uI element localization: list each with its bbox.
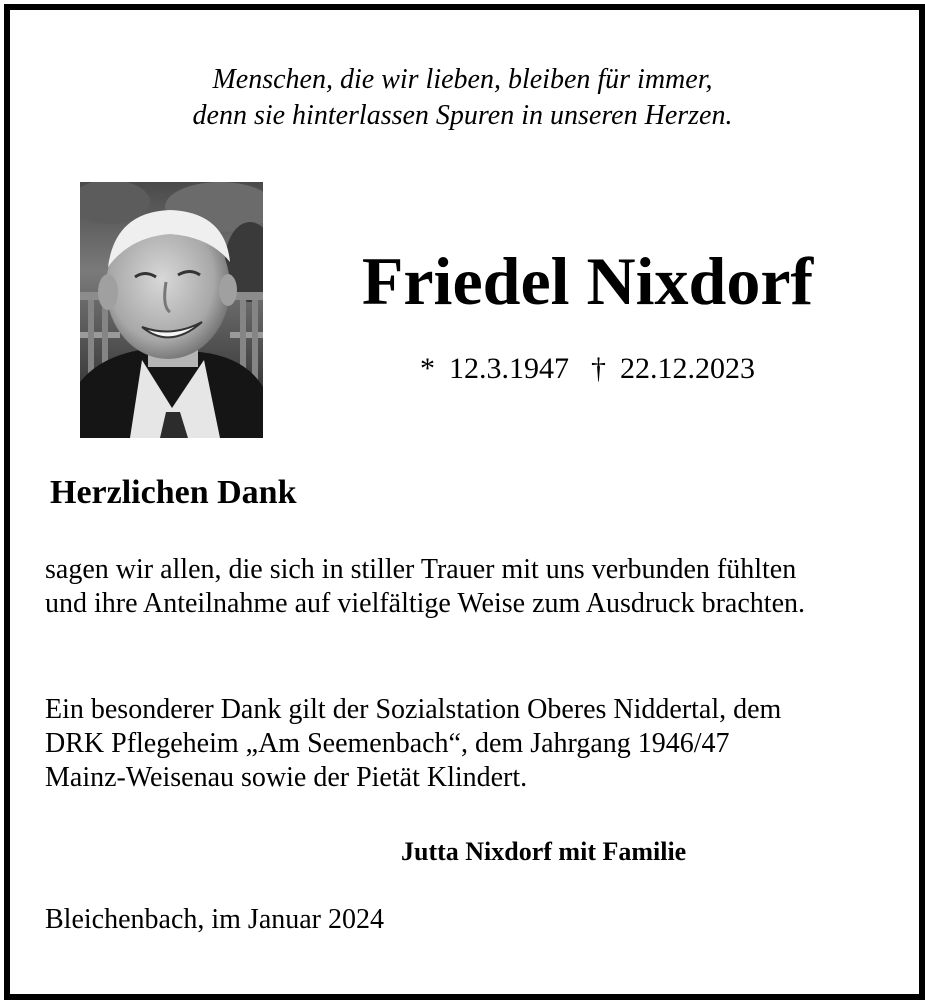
portrait-photo: [80, 182, 263, 438]
thanks-paragraph-2: [45, 693, 781, 795]
paragraph-1-line-1: sagen wir allen, die sich in stiller Trauer mit uns verbunden fühlten: [45, 554, 797, 585]
motto-line-2: denn sie hinterlassen Spuren in unseren Herzen.: [192, 100, 733, 131]
thanks-heading: Herzlichen Dank: [50, 474, 297, 511]
motto-line-1: Menschen, die wir lieben, bleiben für immer,: [212, 64, 713, 95]
family-signature: Jutta Nixdorf mit Familie: [401, 837, 687, 866]
motto-quote: [0, 62, 925, 134]
place-and-date: Bleichenbach, im Januar 2024: [45, 904, 385, 935]
paragraph-1-line-2: und ihre Anteilnahme auf vielfältige Weise zum Ausdruck brachten.: [45, 588, 805, 619]
birth-symbol: *: [420, 352, 435, 385]
thanks-paragraph-1: [45, 553, 805, 621]
life-dates: [330, 350, 845, 388]
deceased-name: Friedel Nixdorf: [361, 243, 814, 319]
paragraph-2-line-1: Ein besonderer Dank gilt der Sozialstation Oberes Niddertal, dem: [45, 694, 782, 725]
paragraph-2-line-2: DRK Pflegeheim „Am Seemenbach“, dem Jahrgang 1946/47: [45, 728, 730, 759]
paragraph-2-line-3: Mainz-Weisenau sowie der Pietät Klindert.: [45, 762, 528, 793]
death-symbol: †: [591, 352, 606, 385]
birth-date: 12.3.1947: [449, 352, 569, 385]
death-date: 22.12.2023: [620, 352, 755, 385]
